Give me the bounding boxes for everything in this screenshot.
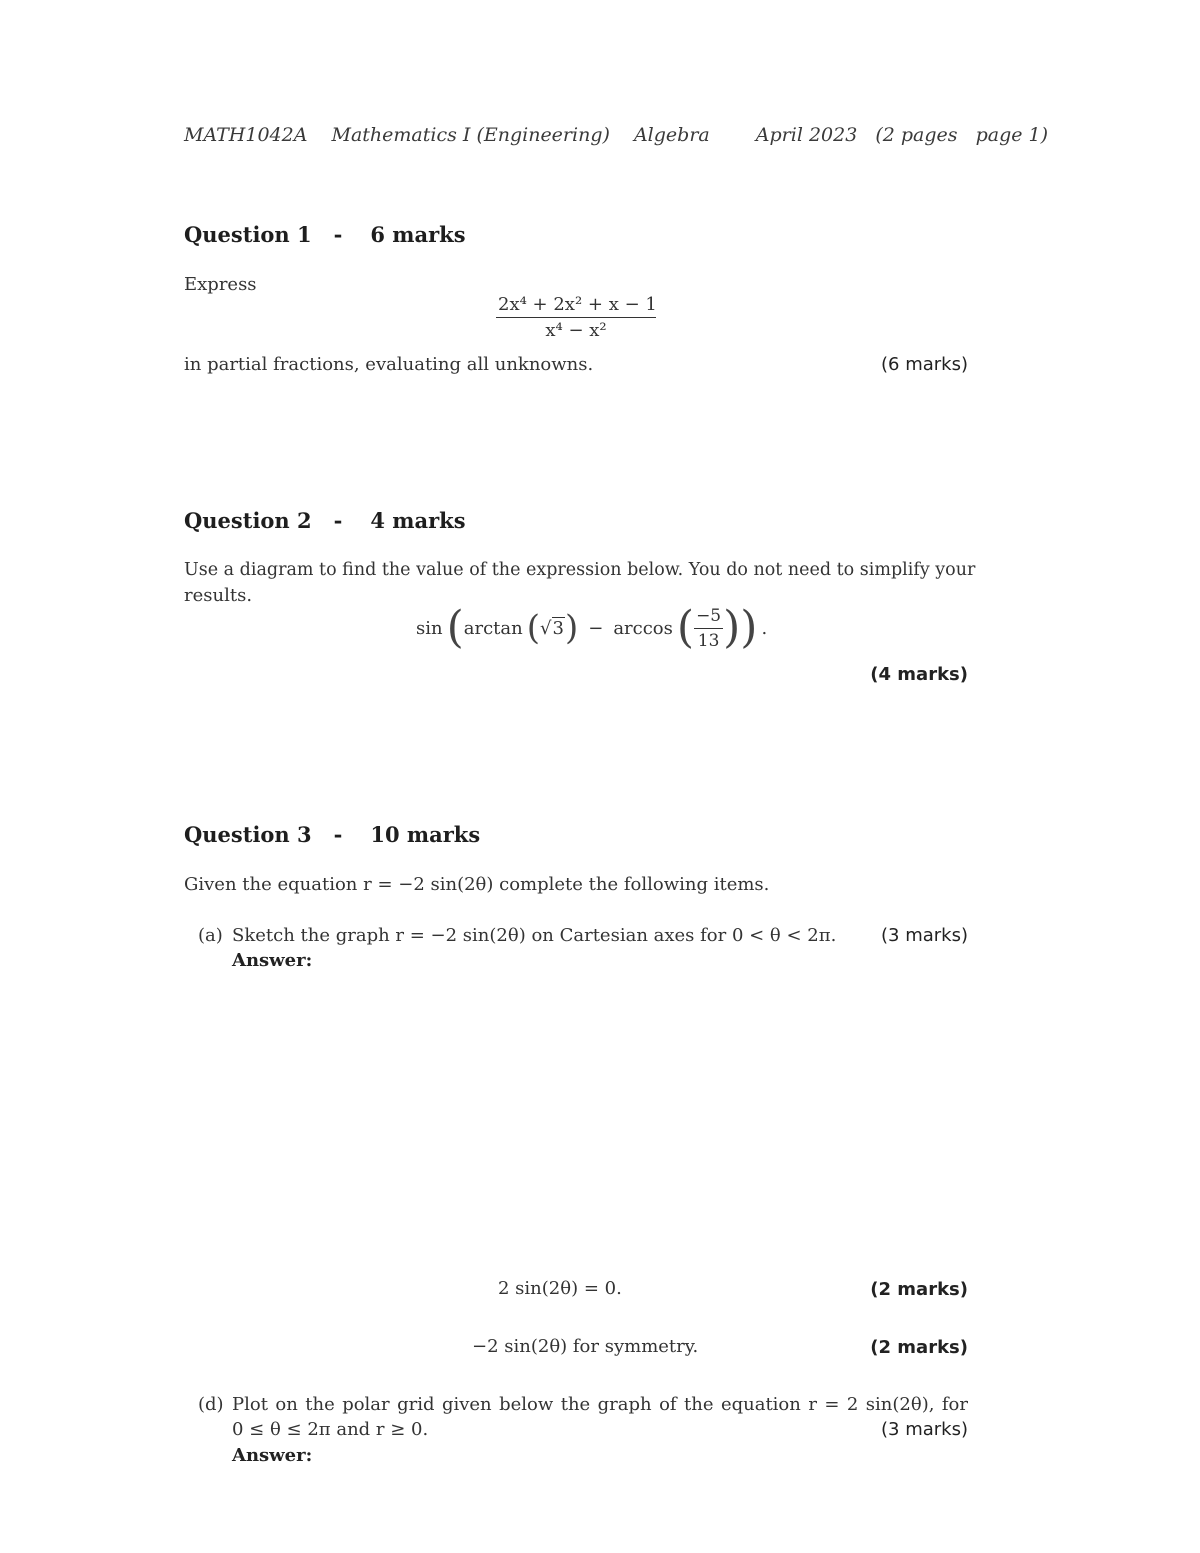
question-marks: 6 marks [370,222,466,247]
question-1-title [184,222,466,247]
expr-close-paren: ) [740,602,758,653]
question-label: Question 2 [184,508,312,533]
page-header [184,124,1049,146]
expr-sin: sin [416,617,443,639]
question-3-title [184,822,480,847]
item-d-marks: (3 marks) [881,1419,968,1440]
item-a-answer-label: Answer: [232,950,313,971]
item-c-marks: (2 marks) [870,1337,968,1358]
exam-date: April 2023 [755,124,858,146]
item-a-label: (a) [198,925,223,946]
expr-arccos: arccos [613,617,673,639]
item-b-text: 2 sin(2θ) = 0. [498,1278,622,1299]
expr-fraction [694,606,723,651]
question-1-formula [496,294,656,341]
course-code: MATH1042A [184,124,308,146]
expr-arctan: arctan [463,617,523,639]
item-b-marks: (2 marks) [870,1279,968,1300]
title-dash: - [333,508,343,533]
title-dash: - [333,822,343,847]
page-number: page 1) [975,124,1049,146]
page-count: (2 pages [875,124,958,146]
expr-close-paren-3: ) [723,602,741,653]
expr-close-paren-2: ) [564,608,579,648]
question-label: Question 1 [184,222,312,247]
course-topic: Algebra [633,124,710,146]
expr-sqrt-symbol: √ [540,617,552,639]
question-marks: 10 marks [370,822,481,847]
expr-period: . [761,617,768,639]
item-d-answer-label: Answer: [232,1445,313,1466]
item-a-marks: (3 marks) [881,925,968,946]
expr-fraction-numerator: −5 [694,606,723,629]
question-2-marks: (4 marks) [870,664,968,685]
item-a-text: Sketch the graph r = −2 sin(2θ) on Cartesian axes for 0 < θ < 2π. [232,925,837,946]
expr-minus: − [588,617,604,639]
expr-open-paren: ( [446,602,464,653]
expr-open-paren-3: ( [676,602,695,653]
question-3-intro: Given the equation r = −2 sin(2θ) complete the following items. [184,874,770,895]
item-d-label: (d) [198,1394,224,1415]
item-d-text-line1: Plot on the polar grid given below the graph of the equation r = 2 sin(2θ), for [232,1394,968,1415]
question-1-instruction: in partial fractions, evaluating all unknowns. [184,354,594,375]
formula-numerator: 2x⁴ + 2x² + x − 1 [496,294,656,318]
question-1-intro: Express [184,274,257,295]
question-2-expression [416,598,767,658]
question-2-title [184,508,466,533]
question-label: Question 3 [184,822,312,847]
expr-sqrt-arg: 3 [552,618,564,639]
expr-fraction-denominator: 13 [697,630,720,651]
question-2-instruction-line1: Use a diagram to find the value of the expression below. You do not need to simplify your [184,560,976,580]
question-2-instruction-line2: results. [184,585,253,606]
course-name: Mathematics I (Engineering) [331,124,610,146]
formula-denominator: x⁴ − x² [545,320,607,341]
question-marks: 4 marks [370,508,466,533]
expr-open-paren-2: ( [526,608,541,648]
item-d-text-line2: 0 ≤ θ ≤ 2π and r ≥ 0. [232,1419,429,1440]
question-1-marks: (6 marks) [881,354,968,375]
item-c-text: −2 sin(2θ) for symmetry. [472,1336,699,1357]
title-dash: - [333,222,343,247]
